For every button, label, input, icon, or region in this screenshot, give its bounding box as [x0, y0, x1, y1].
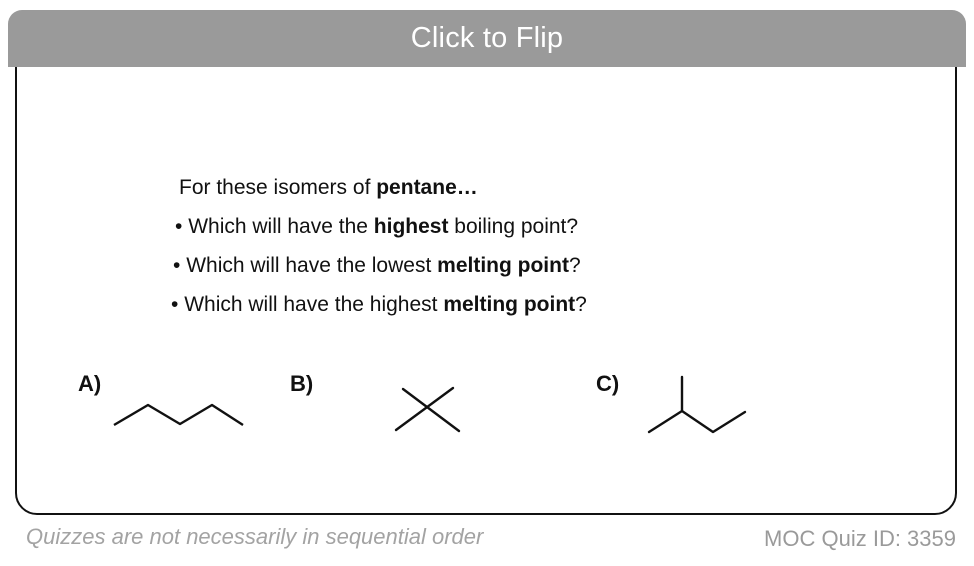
question-bullet-1: • Which will have the highest boiling point?: [175, 215, 579, 238]
bullet-icon: •: [173, 254, 181, 277]
option-b-label: B): [290, 371, 314, 396]
question-intro: For these isomers of pentane…: [179, 176, 478, 199]
quiz-id: MOC Quiz ID: 3359: [764, 526, 956, 551]
bullet-icon: •: [171, 293, 179, 316]
n-pentane-structure: [114, 405, 243, 425]
sequential-order-note: Quizzes are not necessarily in sequential order: [26, 524, 484, 549]
neopentane-structure: [396, 388, 459, 431]
question-bullet-3: • Which will have the highest melting point?: [171, 293, 587, 316]
flip-label: Click to Flip: [410, 22, 564, 54]
bullet-icon: •: [175, 215, 183, 238]
option-a-label: A): [78, 371, 102, 396]
isopentane-structure: [649, 377, 745, 432]
option-c-label: C): [596, 371, 620, 396]
question-bullet-2: • Which will have the lowest melting point?: [173, 254, 581, 277]
